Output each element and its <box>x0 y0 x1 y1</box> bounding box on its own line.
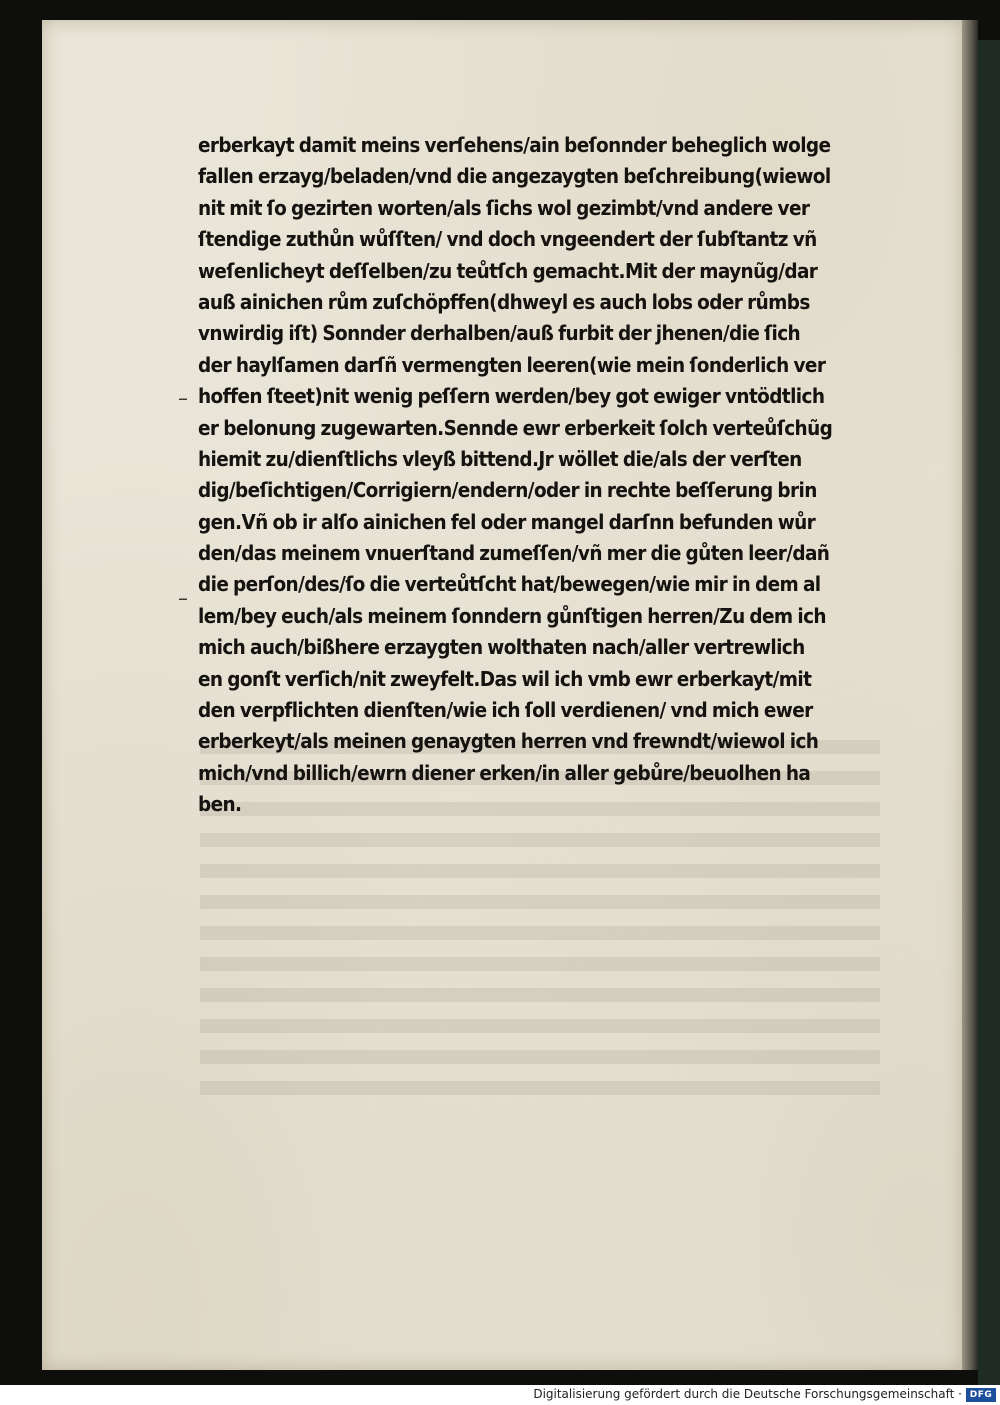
dfg-logo: DFG <box>966 1388 996 1402</box>
footer-bar <box>0 1385 1000 1405</box>
text-line: fallen erzayg/beladen/vnd die angezaygten beſchreibung(wiewol <box>198 164 831 189</box>
page-edge <box>962 20 978 1370</box>
text-line: dig/beſichtigen/Corrigiern/endern/oder in rechte beſſerung brin <box>198 478 817 503</box>
text-line: auß ainichen rům zuſchöpffen(dhweyl es auch lobs oder růmbs <box>198 289 810 314</box>
footer-credit <box>533 1387 962 1401</box>
body-text <box>198 130 888 821</box>
text-line: erberkeyt/als meinen genaygten herren vnd frewndt/wiewol ich <box>198 729 819 754</box>
text-line: den/das meinem vnuerſtand zumeſſen/vñ mer die gůten leer/dañ <box>198 541 830 566</box>
text-line: ſtendige zuthůn wůſſten/ vnd doch vngeendert der ſubſtantz vñ <box>198 227 817 252</box>
text-line: vnwirdig iſt) Sonnder derhalben/auß furbit der jhenen/die ſich <box>198 321 801 346</box>
footer-separator: · <box>958 1387 962 1401</box>
margin-dash-mark: – <box>178 386 188 410</box>
text-line: mich auch/bißhere erzaygten wolthaten nach/aller vertrewlich <box>198 635 805 660</box>
text-line: hoffen ſteet)nit wenig peſſern werden/bey got ewiger vntödtlich <box>198 384 825 409</box>
text-line: nit mit ſo gezirten worten/als ſichs wol gezimbt/vnd andere ver <box>198 195 810 220</box>
text-line: mich/vnd billich/ewrn diener erken/in aller gebůre/beuolhen ha <box>198 760 811 785</box>
text-line: er belonung zugewarten.Sennde ewr erberkeit ſolch verteůſchũg <box>198 415 833 440</box>
text-line: der haylſamen darſñ vermengten leeren(wie mein ſonderlich ver <box>198 352 826 377</box>
margin-dash-mark: – <box>178 586 188 610</box>
text-line: en gonſt verſich/nit zweyfelt.Das wil ich vmb ewr erberkayt/mit <box>198 666 812 691</box>
text-line: die perſon/des/ſo die verteůtſcht hat/bewegen/wie mir in dem al <box>198 572 821 597</box>
book-cover-edge <box>978 40 1000 1385</box>
text-line: gen.Vñ ob ir alſo ainichen fel oder mangel darſnn befunden wůr <box>198 509 816 534</box>
text-line: den verpflichten dienſten/wie ich ſoll verdienen/ vnd mich ewer <box>198 698 813 723</box>
footer-credit-text: Digitalisierung gefördert durch die Deutsche Forschungsgemeinschaft <box>533 1387 955 1401</box>
text-line: weſenlicheyt deſſelben/zu teůtſch gemacht.Mit der maynũg/dar <box>198 258 818 283</box>
text-line: erberkayt damit meins verſehens/ain beſonnder beheglich wolge <box>198 133 831 157</box>
text-line: lem/bey euch/als meinem ſonndern gůnſtigen herren/Zu dem ich <box>198 603 826 628</box>
text-line: hiemit zu/dienſtlichs vleyß bittend.Jr wöllet die/als der verſten <box>198 446 802 471</box>
text-line: ben. <box>198 792 242 817</box>
